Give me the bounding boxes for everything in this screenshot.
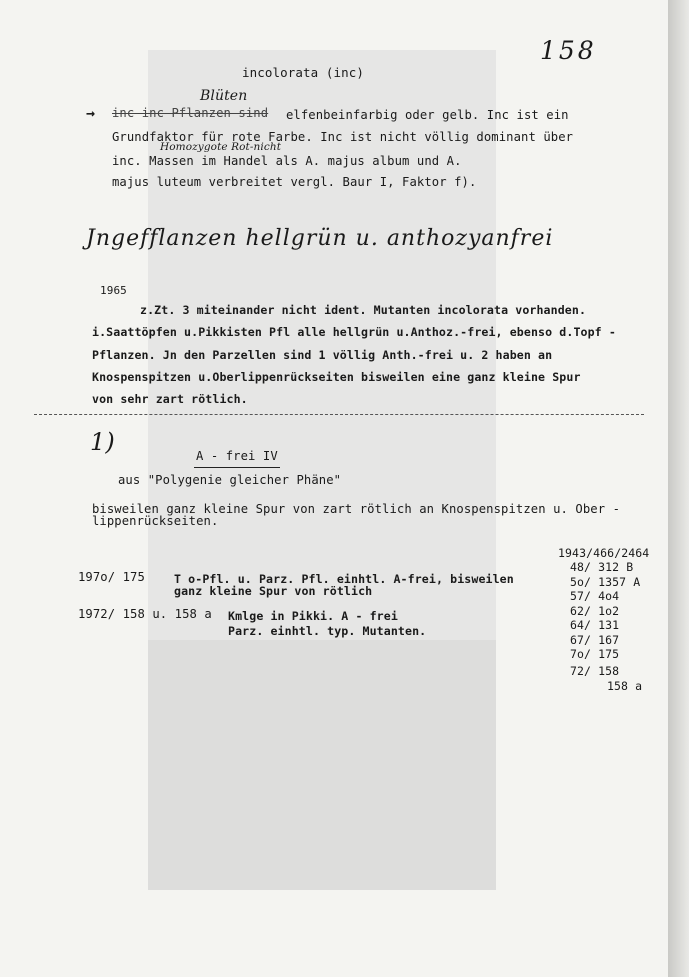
note-1965-line2: i.Saattöpfen u.Pikkisten Pfl alle hellgrün u.Anthoz.-frei, ebenso d.Topf - [92,325,616,339]
struck-text: inc-inc-Pflanzen sind [112,106,269,120]
para1-line1: elfenbeinfarbig oder gelb. Inc ist ein [286,108,569,122]
description-line1: bisweilen ganz kleine Spur von zart rötlich an Knospenspitzen u. Ober - [92,502,621,516]
pedigree-line: 158 a [607,679,643,693]
bleed-through-lower [148,640,496,890]
pedigree-line: 48/ 312 B [570,560,634,574]
pedigree-line: 57/ 4o4 [570,589,620,603]
section-title: A - frei IV [196,449,278,463]
handwritten-insertion: Homozygote Rot-nicht [160,141,282,153]
para1-line4: majus luteum verbreitet vergl. Baur I, Faktor f). [112,175,477,189]
description-line2: lippenrückseiten. [92,514,219,528]
note-1965-line5: von sehr zart rötlich. [92,392,248,406]
entry-code: 197o/ 175 [78,570,145,584]
pedigree-line: 67/ 167 [570,633,620,647]
source-reference: aus "Polygenie gleicher Phäne" [118,473,342,487]
note-1965-line1: z.Zt. 3 miteinander nicht ident. Mutanten incolorata vorhanden. [140,303,587,317]
note-1965-line3: Pflanzen. Jn den Parzellen sind 1 völlig Anth.-frei u. 2 haben an [92,348,553,362]
entry-code: 1972/ 158 u. 158 a [78,607,212,621]
para1-line3: inc. Massen im Handel als A. majus album und A. [112,154,462,168]
para1-line2: Grundfaktor für rote Farbe. Inc ist nicht völlig dominant über [112,130,574,144]
pedigree-line: 72/ 158 [570,664,620,678]
handwritten-insertion: Blüten [200,88,248,104]
pedigree-line: 64/ 131 [570,618,620,632]
pedigree-line: 62/ 1o2 [570,604,620,618]
section-divider [34,414,644,415]
handwritten-heading: Jngefflanzen hellgrün u. anthozyanfrei [86,226,554,251]
note-1965-line4: Knospenspitzen u.Oberlippenrückseiten bisweilen eine ganz kleine Spur [92,370,581,384]
entry-text: ganz kleine Spur von rötlich [174,584,373,598]
pedigree-line: 1943/466/2464 [558,546,650,560]
page-edge [668,0,689,977]
section-title-underline [194,467,280,468]
arrow-icon: → [86,104,96,122]
page-number: 158 [540,36,597,65]
pedigree-line: 5o/ 1357 A [570,575,641,589]
entry-text: Kmlge in Pikki. A - frei [228,609,398,623]
year-label: 1965 [100,284,127,297]
section-number: 1) [90,428,115,456]
pedigree-line: 7o/ 175 [570,647,620,661]
page-title: incolorata (inc) [242,65,365,80]
entry-text: Parz. einhtl. typ. Mutanten. [228,624,427,638]
entry-text: T o-Pfl. u. Parz. Pfl. einhtl. A-frei, bisweilen [174,572,514,586]
